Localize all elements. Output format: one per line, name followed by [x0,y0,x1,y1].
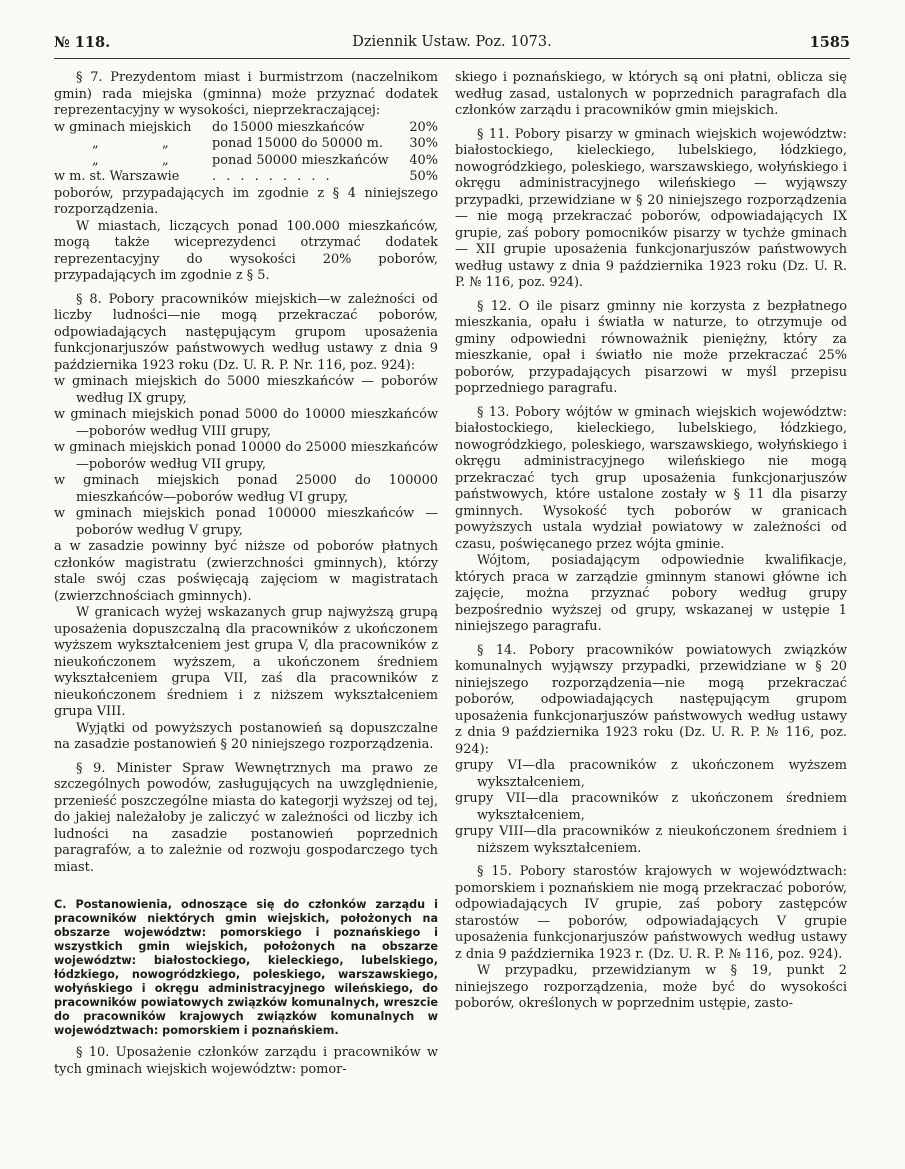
table-cell: „ [162,152,169,168]
section-c-heading: C. Postanowienia, odnoszące się do członków zarządu i pracowników niektórych gmin wiejskich, położonych na obszarze województw: pomorskiego i poznańskiego i wszystkich gmin wiejskich, położonych na obszarze województw: białostockiego, kieleckiego, lubelskiego, łódzkiego, nowogródzkiego, poleskiego, warszawskiego, wołyńskiego i okręgu administracyjnego wileńskiego, do pracowników powiatowych związków komunalnych, wreszcie do pracowników krajowych związków komunalnych w województwach: pomorskiem i poznańskiem. [54,898,438,1037]
paragraph-11: § 11. Pobory pisarzy w gminach wiejskich województw: białostockiego, kieleckiego, lubelskiego, łódzkiego, nowogródzkiego, poleskiego, warszawskiego, wołyńskiego i okręgu administracyjnego wileńskiego — wyjąwszy przypadki, przewidziane w § 20 niniejszego rozporządzenia — nie mogą przekraczać poborów, odpowiadających IX grupie, zaś pobory pomocników pisarzy w tychże gminach — XII grupie uposażenia funkcjonarjuszów państwowych według ustawy z dnia 9 października 1923 roku (Dz. U. R. P. № 116, poz. 924). [455,126,847,290]
list-item: w gminach miejskich ponad 5000 do 10000 mieszkańców—poborów według VIII grupy, [54,407,438,439]
paragraph-10-continued: skiego i poznańskiego, w których są oni płatni, oblicza się według zasad, ustalonych w poprzednich paragrafach dla członków zarządu i pracowników gmin miejskich. [455,70,847,118]
paragraph-13: § 13. Pobory wójtów w gminach wiejskich województw: białostockiego, kieleckiego, lubelskiego, łódzkiego, nowogródzkiego, poleskiego, warszawskiego, wołyńskiego i okręgu administracyjnego wileńskiego nie mogą przekraczać tych grup uposażenia funkcjonarjuszów państwowych, które ustalone zostały w § 11 dla pisarzy gminnych. Wysokość tych poborów w granicach powyższych ustala wydział powiatowy w zależności od czasu, poświęcanego przez wójta gminie. [455,404,847,552]
paragraph-7-table [54,120,438,186]
list-item: w gminach miejskich ponad 10000 do 25000 mieszkańców—poborów według VII grupy, [54,440,438,472]
paragraph-10-start: § 10. Uposażenie członków zarządu i pracowników w tych gminach wiejskich województw: pomor- [54,1045,438,1077]
paragraph-8-second: W granicach wyżej wskazanych grup najwyższą grupą uposażenia dopuszczalną dla pracowników z ukończonem wyższem wykształceniem jest grupa V, dla pracowników z nieukończonem wyższem, a ukończonem średniem wykształceniem grupa VII, zaś dla pracowników z nieukończonem średniem i z niższem wykształceniem grupa VIII. [54,605,438,719]
list-item: grupy VI—dla pracowników z ukończonem wyższem wykształceniem, [455,758,847,790]
right-column [455,70,847,1013]
list-item: w gminach miejskich ponad 25000 do 100000 mieszkańców—poborów według VI grupy, [54,473,438,505]
paragraph-8-third: Wyjątki od powyższych postanowień są dopuszczalne na zasadzie postanowień § 20 niniejszego rozporządzenia. [54,720,438,752]
table-cell: „ [92,152,99,168]
paragraph-7-tail: poborów, przypadających im zgodnie z § 4 niniejszego rozporządzenia. [54,185,438,217]
paragraph-15-second: W przypadku, przewidzianym w § 19, punkt 2 niniejszego rozporządzenia, może być do wysokości poborów, określonych w poprzednim ustępie, zasto- [455,963,847,1011]
table-cell: 40% [409,152,438,168]
table-cell: „ [162,136,169,151]
table-row [54,169,438,186]
table-cell: 30% [409,136,438,151]
paragraph-8-intro: § 8. Pobory pracowników miejskich—w zależności od liczby ludności—nie mogą przekraczać poborów, odpowiadających następującym grupom uposażenia funkcjonarjuszów państwowych według ustawy z dnia 9 października 1923 roku (Dz. U. R. P. Nr. 116, poz. 924): [54,291,438,373]
paragraph-8-tail: a w zasadzie powinny być niższe od poborów płatnych członków magistratu (zwierzchności gminnych), którzy stale swój czas poświęcają zajęciom w magistratach (zwierzchnościach gminnych). [54,539,438,604]
table-cell: ponad 15000 do 50000 m. [212,136,383,151]
table-cell: 50% [409,169,438,184]
list-item: grupy VIII—dla pracowników z nieukończonem średniem i niższem wykształceniem. [455,824,847,856]
header-rule [54,58,850,59]
table-cell: w gminach miejskich [54,119,192,135]
table-row [54,136,438,153]
journal-title: Dziennik Ustaw. Poz. 1073. [352,34,552,50]
paragraph-7-intro: § 7. Prezydentom miast i burmistrzom (naczelnikom gmin) rada miejska (gminna) może przyznać dodatek reprezentacyjny w wysokości, nieprzekraczającej: [54,70,438,118]
paragraph-9: § 9. Minister Spraw Wewnętrznych ma prawo ze szczególnych powodów, zasługujących na uwzględnienie, przenieść poszczególne miasta do kategorji wyższej od tej, do jakiej należałoby je zaliczyć w zależności od liczby ich ludności na zasadzie postanowień poprzednich paragrafów, a to zależnie od rozwoju gospodarczego tych miast. [54,760,438,875]
list-item: grupy VII—dla pracowników z ukończonem średniem wykształceniem, [455,791,847,823]
list-item: w gminach miejskich do 5000 mieszkańców — poborów według IX grupy, [54,374,438,406]
page-number: 1585 [809,34,850,51]
paragraph-15: § 15. Pobory starostów krajowych w województwach: pomorskiem i poznańskiem nie mogą przekraczać poborów, odpowiadających IV grupie, zaś pobory zastępców starostów — poborów, odpowiadających V grupie uposażenia funkcjonarjuszów państwowych według ustawy z dnia 9 października 1923 r. (Dz. U. R. P. № 116, poz. 924). [455,864,847,962]
left-column [54,70,438,1078]
table-row [54,120,438,137]
table-cell: „ [92,136,99,151]
paragraph-7-second: W miastach, liczących ponad 100.000 mieszkańców, mogą także wiceprezydenci otrzymać dodatek reprezentacyjny do wysokości 20% poborów, przypadających im zgodnie z § 5. [54,218,438,283]
paragraph-14: § 14. Pobory pracowników powiatowych związków komunalnych wyjąwszy przypadki, przewidziane w § 20 niniejszego rozporządzenia—nie mogą przekraczać poborów, odpowiadających następującym grupom uposażenia funkcjonarjuszów państwowych według ustawy z dnia 9 października 1923 roku (Dz. U. R. P. № 116, poz. 924): [455,642,847,757]
table-cell: w m. st. Warszawie [54,169,180,184]
page-header [54,34,850,56]
issue-number: № 118. [54,34,111,51]
paragraph-12: § 12. O ile pisarz gminny nie korzysta z bezpłatnego mieszkania, opału i światła w naturze, to otrzymuje od gminy odpowiedni równoważnik pieniężny, który za mieszkanie, opał i światło nie może przekraczać 25% poborów, przypadających pisarzowi w myśl przepisu poprzedniego paragrafu. [455,298,847,396]
paragraph-13-second: Wójtom, posiadającym odpowiednie kwalifikacje, których praca w zarządzie gminnym stanowi główne ich zajęcie, można przyznać pobory według grupy bezpośrednio wyższej od grupy, wskazanej w ustępie 1 niniejszego paragrafu. [455,553,847,634]
list-item: w gminach miejskich ponad 100000 mieszkańców — poborów według V grupy, [54,506,438,538]
table-cell: 20% [409,119,438,135]
table-cell: . . . . . . . . . [212,169,333,184]
table-cell: do 15000 mieszkańców [212,119,365,135]
table-row [54,153,438,170]
table-cell: ponad 50000 mieszkańców [212,152,389,168]
